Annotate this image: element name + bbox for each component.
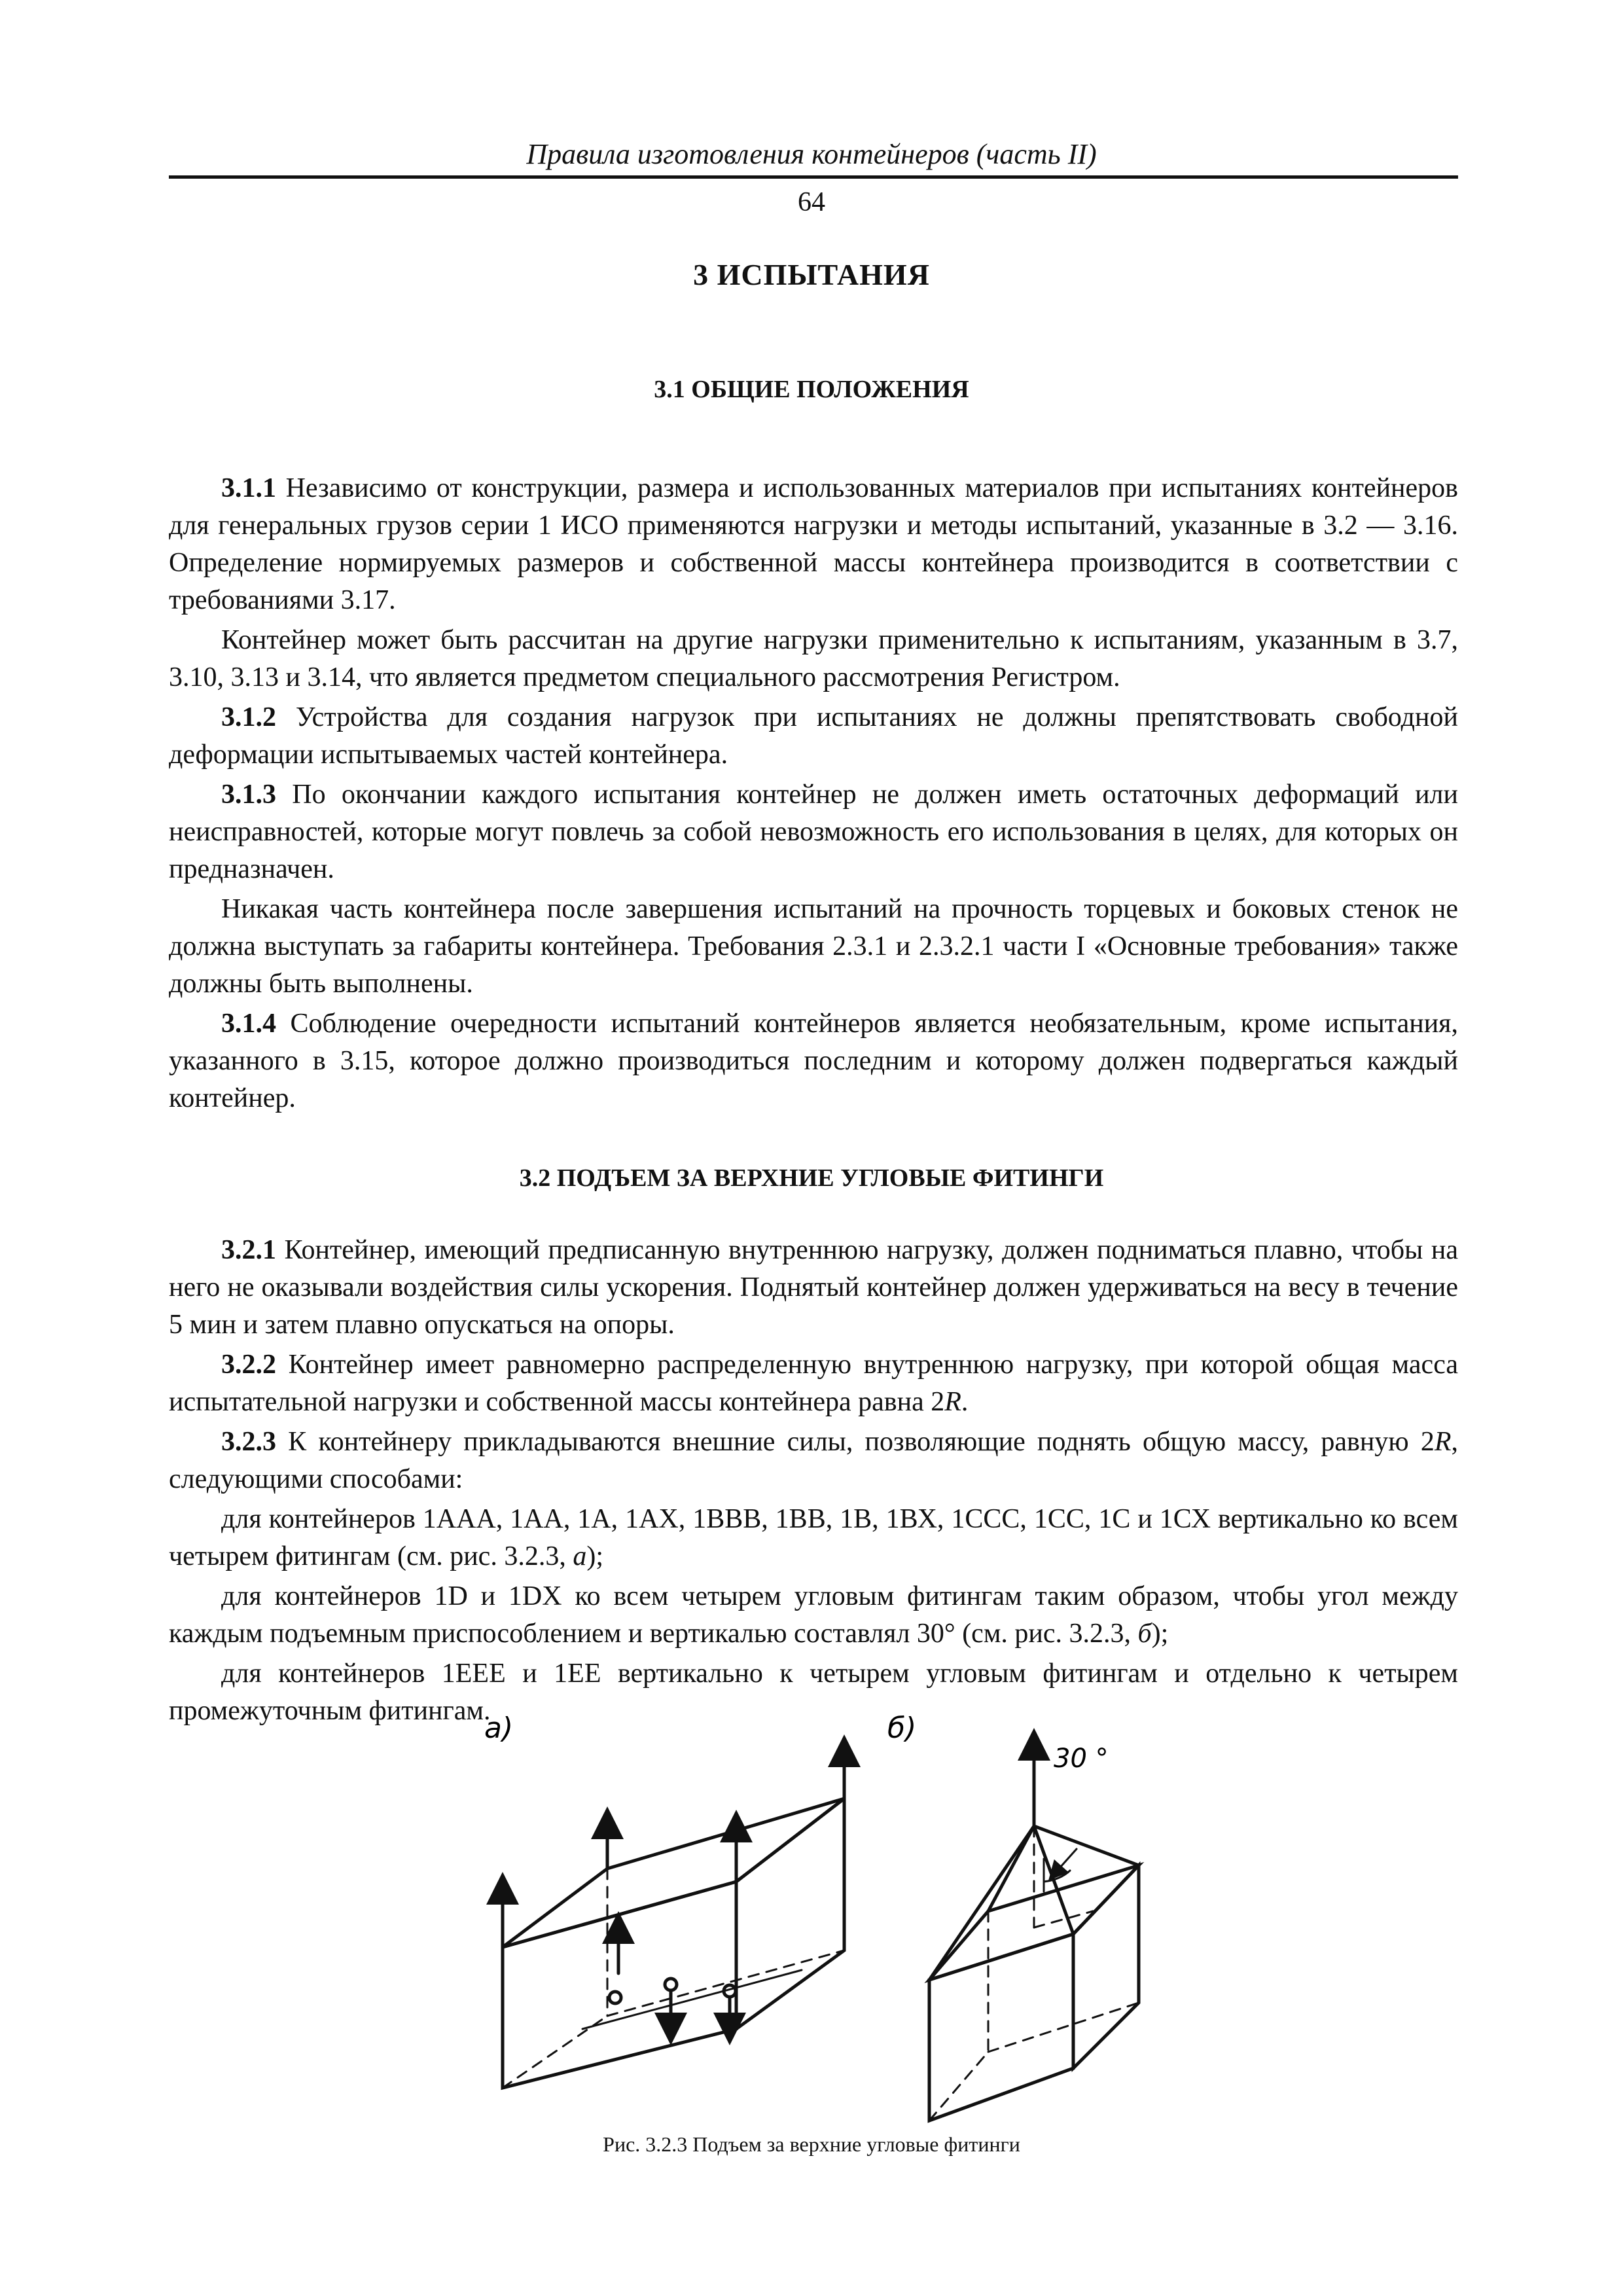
section-title-3-2: 3.2 ПОДЪЕМ ЗА ВЕРХНИЕ УГЛОВЫЕ ФИТИНГИ (519, 1164, 1104, 1192)
paragraph-text: К контейнеру прикладываются внешние силы, позволяющие поднять общую массу, равную 2 (276, 1427, 1435, 1457)
paragraph-text: . (961, 1387, 969, 1417)
section-title-3-1: 3.1 ОБЩИЕ ПОЛОЖЕНИЯ (654, 376, 969, 403)
container-b-drawing (929, 1744, 1139, 2121)
container-a-top (503, 1799, 844, 1947)
paragraph-text: , следующими способами: (169, 1427, 1458, 1494)
container-a-side (736, 1799, 844, 2029)
clause-number: 3.2.3 (221, 1427, 276, 1457)
section-3-1-body (169, 470, 1458, 1120)
mass-symbol: R (1434, 1427, 1452, 1457)
paragraph-text: Контейнер, имеющий предписанную внутреннюю нагрузку, должен подниматься плавно, чтобы на него не оказывали воздействия силы ускорения. Поднятый контейнер должен удерживаться на весу в течение 5 мин и затем плавно опускаться на опоры. (169, 1235, 1458, 1340)
paragraph-text: Устройства для создания нагрузок при испытаниях не должны препятствовать свободной деформации испытываемых частей контейнера. (169, 702, 1458, 770)
paragraph-text: Контейнер имеет равномерно распределенную внутреннюю нагрузку, при которой общая масса испытательной нагрузки и собственной массы контейнера равна 2 (169, 1350, 1458, 1417)
paragraph-text: По окончании каждого испытания контейнер не должен иметь остаточных деформаций или неисправностей, которые могут повлечь за собой невозможность его использования в целях, для которых он предназначен. (169, 780, 1458, 884)
lifting-diagram (484, 1702, 1178, 2127)
paragraph-3-1-1-cont (169, 622, 1458, 696)
angle-label: 30 ° (1054, 1744, 1109, 1774)
angle-leader (1055, 1849, 1077, 1873)
figure-label-a: а) (484, 1712, 514, 1745)
clause-number: 3.1.2 (221, 702, 276, 732)
paragraph-text: ); (1151, 1619, 1169, 1649)
paragraph-text: Независимо от конструкции, размера и использованных материалов при испытаниях контейнеров для генеральных грузов серии 1 ИСО применяются нагрузки и методы испытаний, указанные в 3.2 — 3.16. Определение нормируемых размеров и собственной массы контейнера производится в соответствии с требованиями 3.17. (169, 473, 1458, 615)
paragraph-3-2-3-a (169, 1501, 1458, 1575)
paragraph-3-1-3-cont (169, 891, 1458, 1003)
figure-3-2-3 (484, 1702, 1178, 2127)
paragraph-3-1-1 (169, 470, 1458, 619)
figure-caption: Рис. 3.2.3 Подъем за верхние угловые фитинги (603, 2132, 1020, 2156)
fitting-circle (665, 1979, 677, 1990)
clause-number: 3.2.2 (221, 1350, 276, 1380)
paragraph-text: для контейнеров 1D и 1DX ко всем четырем угловым фитингам таким образом, чтобы угол между каждым подъемным приспособлением и вертикалью составлял 30° (см. рис. 3.2.3, (169, 1581, 1458, 1649)
paragraph-text: для контейнеров 1ААА, 1АА, 1А, 1АХ, 1ВВВ, 1ВВ, 1В, 1ВХ, 1ССС, 1СС, 1С и 1СХ вертикально ко всем четырем фитингам (см. рис. 3.2.3, (169, 1504, 1458, 1571)
paragraph-text: Соблюдение очередности испытаний контейнеров является необязательным, кроме испытания, указанного в 3.15, которое должно производиться последним и которому должен подвергаться каждый контейнер. (169, 1009, 1458, 1113)
paragraph-text: ); (586, 1541, 603, 1571)
paragraph-3-1-2 (169, 699, 1458, 774)
paragraph-text: для контейнеров 1ЕЕЕ и 1ЕЕ вертикально к четырем угловым фитингам и отдельно к четырем промежуточным фитингам. (169, 1659, 1458, 1726)
container-a-front (503, 1882, 736, 2088)
paragraph-3-2-1 (169, 1232, 1458, 1344)
container-b-side (1073, 1865, 1139, 2068)
paragraph-3-1-4 (169, 1005, 1458, 1117)
paragraph-3-1-3 (169, 776, 1458, 888)
centre-line (582, 1970, 802, 2029)
fitting-circle (609, 1992, 621, 2003)
clause-number: 3.1.1 (221, 473, 276, 503)
clause-number: 3.2.1 (221, 1235, 276, 1265)
container-b-hidden-edges (929, 1826, 1139, 2121)
running-title: Правила изготовления контейнеров (часть II) (526, 138, 1097, 170)
paragraph-3-2-3 (169, 1424, 1458, 1498)
paragraph-3-2-2 (169, 1346, 1458, 1421)
container-b-front (929, 1934, 1073, 2121)
paragraph-text: Никакая часть контейнера после завершения испытаний на прочность торцевых и боковых стенок не должна выступать за габариты контейнера. Требования 2.3.1 и 2.3.2.1 части I «Основные требования» также должны быть выполнены. (169, 894, 1458, 999)
clause-number: 3.1.3 (221, 780, 276, 810)
paragraph-3-2-3-b (169, 1578, 1458, 1653)
header-rule (169, 175, 1458, 179)
sling-rear-right (1034, 1826, 1139, 1865)
mass-symbol: R (944, 1387, 961, 1417)
figure-ref: б (1137, 1619, 1152, 1649)
page-number: 64 (798, 187, 825, 217)
section-3-2-body (169, 1232, 1458, 1732)
chapter-title: 3 ИСПЫТАНИЯ (693, 258, 930, 291)
figure-ref: а (573, 1541, 587, 1571)
figure-label-b: б) (887, 1712, 917, 1745)
container-a-drawing (503, 1751, 844, 2088)
paragraph-text: Контейнер может быть рассчитан на другие нагрузки применительно к испытаниям, указанным в 3.7, 3.10, 3.13 и 3.14, что является предметом специального рассмотрения Регистром. (169, 625, 1458, 692)
clause-number: 3.1.4 (221, 1009, 276, 1039)
